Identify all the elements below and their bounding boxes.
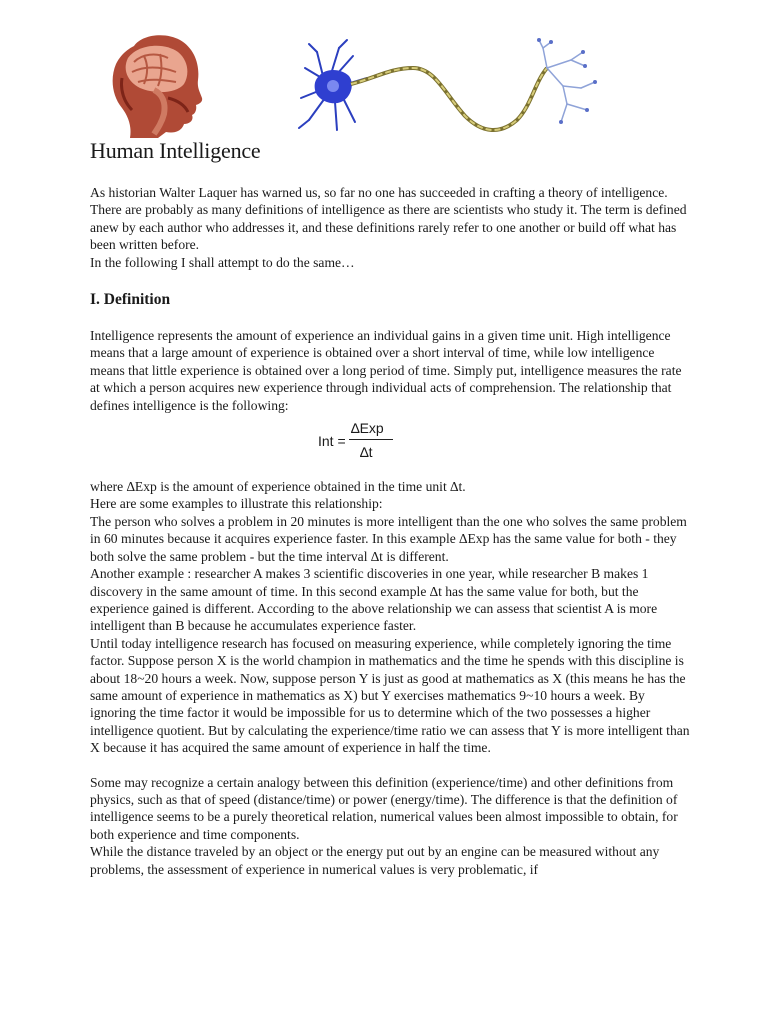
section-heading: I. Definition <box>90 291 171 309</box>
formula-denominator: ∆t <box>360 444 373 461</box>
formula-lhs: Int = <box>318 433 346 450</box>
body-paragraph: While the distance traveled by an object or the energy put out by an engine can be measured without any problems, the assessment of experience in numerical values is very problematic, if <box>90 844 660 877</box>
brain-head-illustration <box>104 28 204 138</box>
document-content <box>90 138 690 878</box>
page-title: Human Intelligence <box>90 138 261 163</box>
body-paragraph: where ∆Exp is the amount of experience obtained in the time unit ∆t. <box>90 479 466 495</box>
paragraph-gap <box>90 757 690 774</box>
intelligence-formula <box>90 414 690 478</box>
neuron-illustration <box>295 38 610 148</box>
header-illustrations <box>0 28 768 148</box>
intro-paragraph: In the following I shall attempt to do the same… <box>90 254 355 270</box>
fraction-bar <box>349 439 393 440</box>
formula-numerator: ∆Exp <box>351 420 384 437</box>
body-paragraph: Here are some examples to illustrate this relationship: <box>90 496 383 512</box>
body-paragraph: Another example : researcher A makes 3 scientific discoveries in one year, while researcher B makes 1 discovery in the same amount of time. In this second example ∆t has the same value for both, but the experience gained is different. According to the above relationship we can assess that scientist A is more intelligent than B because he accumulates experience faster. <box>90 566 658 634</box>
body-paragraph: The person who solves a problem in 20 minutes is more intelligent than the one who solves the same problem in 60 minutes because it acquires experience faster. In this example ∆Exp has the same value for both - they both solve the same problem - but the time interval ∆t is different. <box>90 513 687 564</box>
definition-paragraph: Intelligence represents the amount of experience an individual gains in a given time unit. High intelligence means that a large amount of experience is obtained over a short interval of time, while low intelligence means that little experience is obtained over a long period of time. Simply put, intelligence measures the rate at which a person acquires new experience through individual acts of comprehension. The relationship that defines intelligence is the following: <box>90 328 682 413</box>
body-paragraph: Some may recognize a certain analogy between this definition (experience/time) and other definitions from physics, such as that of speed (distance/time) or power (energy/time). The difference is that the definition of intelligence seems to be a purely theoretical relation, numerical values been almost impossible to obtain, for both experience and time components. <box>90 774 678 842</box>
body-paragraph: Until today intelligence research has focused on measuring experience, while completely ignoring the time factor. Suppose person X is the world champion in mathematics and the time he spends with this discipline is about 18~20 hours a week. Now, suppose person Y is just as good at mathematics as X (this means he has the same amount of experience in mathematics as X) but Y exercises mathematics 9~10 hours a week. By ignoring the time factor it would be impossible for us to determine which of the two possesses a higher intelligence quotient. But by calculating the experience/time ratio we can assess that Y is more intelligent than X because it has acquired the same amount of experience in half the time. <box>90 635 690 756</box>
intro-paragraph: As historian Walter Laquer has warned us, so far no one has succeeded in crafting a theory of intelligence. There are probably as many definitions of intelligence as there are scientists who study it. The term is defined anew by each author who addresses it, and these definitions rarely refer to one another or build off what has been written before. <box>90 185 687 253</box>
